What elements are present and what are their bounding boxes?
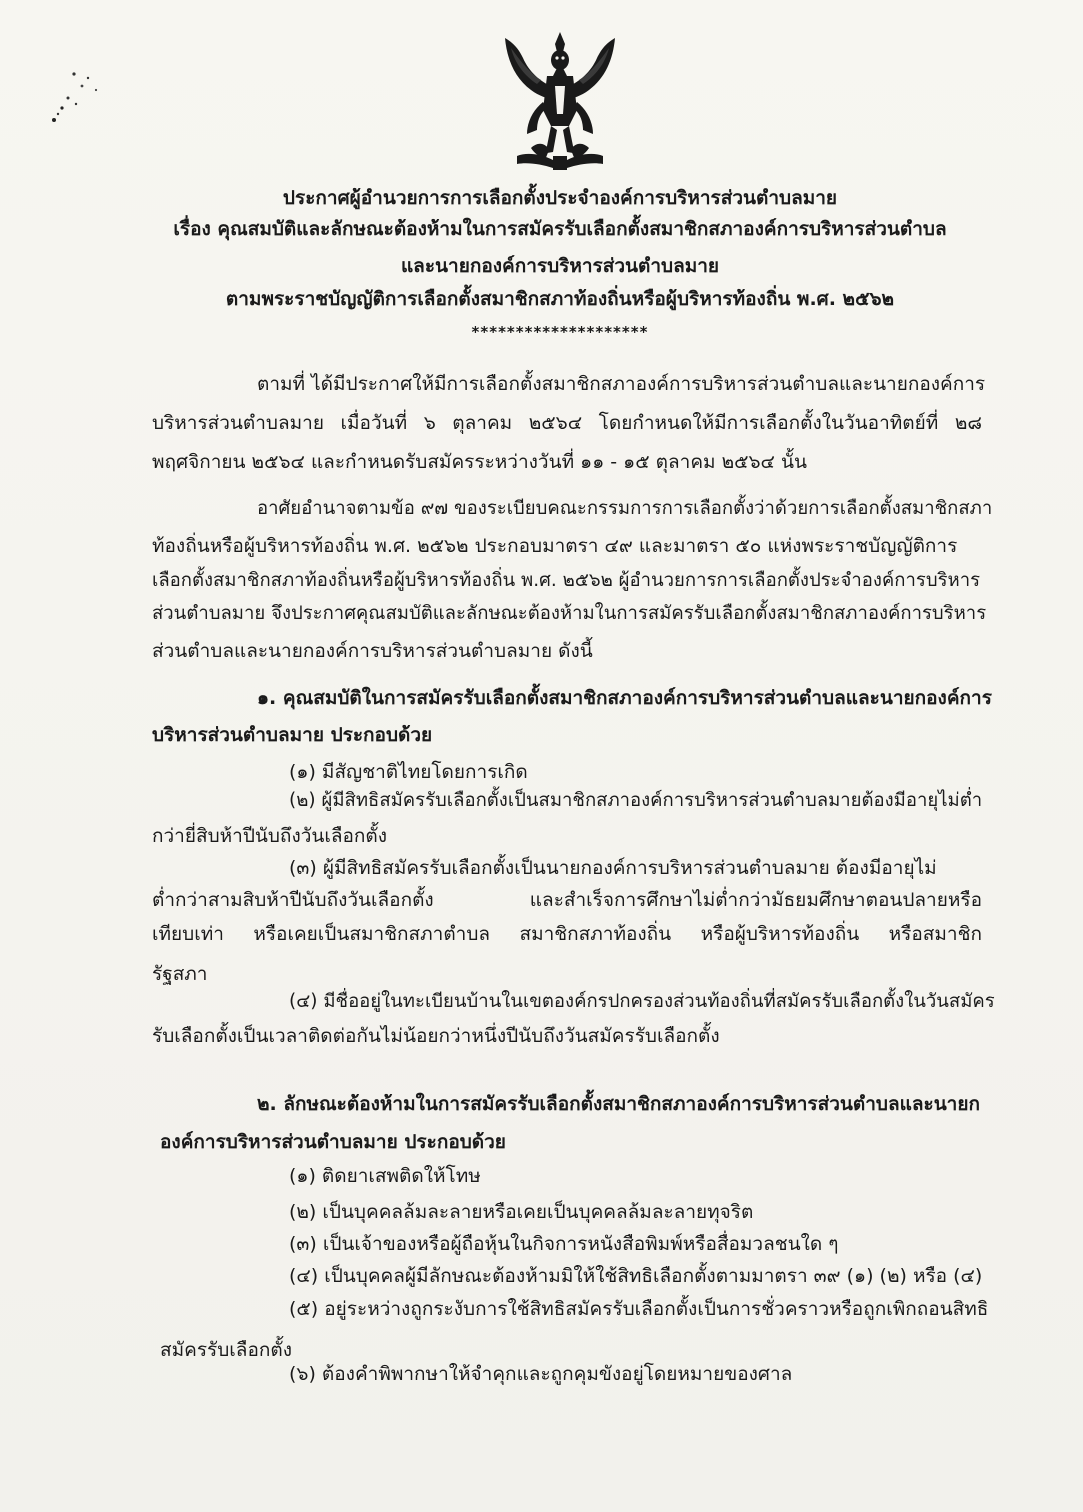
section2-item-1: (๑) ติดยาเสพติดให้โทษ: [289, 1165, 481, 1187]
section1-item-4-line-2: รับเลือกตั้งเป็นเวลาติดต่อกันไม่น้อยกว่าหนึ่งปีนับถึงวันสมัครรับเลือกตั้ง: [152, 1025, 720, 1047]
section1-heading-line-2: บริหารส่วนตำบลมาย ประกอบด้วย: [152, 724, 433, 746]
intro-line-1: ตามที่ ได้มีประกาศให้มีการเลือกตั้งสมาชิกสภาองค์การบริหารส่วนตำบลและนายกองค์การ: [257, 373, 986, 395]
section2-heading-line-2: องค์การบริหารส่วนตำบลมาย ประกอบด้วย: [160, 1131, 506, 1153]
section1-item-1: (๑) มีสัญชาติไทยโดยการเกิด: [289, 761, 528, 783]
title-separator: ********************: [471, 323, 649, 341]
section1-heading-line-1: ๑. คุณสมบัติในการสมัครรับเลือกตั้งสมาชิกสภาองค์การบริหารส่วนตำบลและนายกองค์การ: [257, 687, 992, 709]
section2-item-4: (๔) เป็นบุคคลผู้มีลักษณะต้องห้ามมิให้ใช้สิทธิเลือกตั้งตามมาตรา ๓๙ (๑) (๒) หรือ (๔): [289, 1265, 983, 1287]
authority-line-3: เลือกตั้งสมาชิกสภาท้องถิ่นหรือผู้บริหารท้องถิ่น พ.ศ. ๒๕๖๒ ผู้อำนวยการการเลือกตั้งประจำองค์การบริหาร: [152, 570, 981, 591]
section2-item-5-line-1: (๕) อยู่ระหว่างถูกระงับการใช้สิทธิสมัครรับเลือกตั้งเป็นการชั่วคราวหรือถูกเพิกถอนสิทธิ: [289, 1298, 989, 1320]
section1-item-3-line-1: (๓) ผู้มีสิทธิสมัครรับเลือกตั้งเป็นนายกองค์การบริหารส่วนตำบลมาย ต้องมีอายุไม่: [289, 857, 937, 879]
section1-item-3-line-2: ต่ำกว่าสามสิบห้าปีนับถึงวันเลือกตั้ง และสำเร็จการศึกษาไม่ต่ำกว่ามัธยมศึกษาตอนปลายหรือ: [152, 889, 982, 911]
section2-item-6: (๖) ต้องคำพิพากษาให้จำคุกและถูกคุมขังอยู่โดยหมายของศาล: [289, 1363, 793, 1385]
section1-item-4-line-1: (๔) มีชื่ออยู่ในทะเบียนบ้านในเขตองค์กรปกครองส่วนท้องถิ่นที่สมัครรับเลือกตั้งในวันสมัคร: [289, 991, 995, 1012]
section2-heading-line-1: ๒. ลักษณะต้องห้ามในการสมัครรับเลือกตั้งสมาชิกสภาองค์การบริหารส่วนตำบลและนายก: [257, 1093, 980, 1115]
authority-line-5: ส่วนตำบลและนายกองค์การบริหารส่วนตำบลมาย ดังนี้: [152, 640, 593, 662]
authority-line-1: อาศัยอำนาจตามข้อ ๙๗ ของระเบียบคณะกรรมการการเลือกตั้งว่าด้วยการเลือกตั้งสมาชิกสภา: [257, 498, 993, 519]
section2-item-2: (๒) เป็นบุคคลล้มละลายหรือเคยเป็นบุคคลล้มละลายทุจริต: [289, 1201, 754, 1223]
authority-line-4: ส่วนตำบลมาย จึงประกาศคุณสมบัติและลักษณะต้องห้ามในการสมัครรับเลือกตั้งสมาชิกสภาองค์การบริหาร: [152, 603, 987, 624]
title-line-4: ตามพระราชบัญญัติการเลือกตั้งสมาชิกสภาท้องถิ่นหรือผู้บริหารท้องถิ่น พ.ศ. ๒๕๖๒: [225, 288, 895, 310]
title-line-2: เรื่อง คุณสมบัติและลักษณะต้องห้ามในการสมัครรับเลือกตั้งสมาชิกสภาองค์การบริหารส่วนตำบล: [173, 218, 947, 240]
intro-line-3: พฤศจิกายน ๒๕๖๔ และกำหนดรับสมัครระหว่างวันที่ ๑๑ - ๑๕ ตุลาคม ๒๕๖๔ นั้น: [152, 451, 807, 473]
section2-item-3: (๓) เป็นเจ้าของหรือผู้ถือหุ้นในกิจการหนังสือพิมพ์หรือสื่อมวลชนใด ๆ: [289, 1233, 839, 1255]
intro-line-2: บริหารส่วนตำบลมาย เมื่อวันที่ ๖ ตุลาคม ๒๕๖๔ โดยกำหนดให้มีการเลือกตั้งในวันอาทิตย์ที่ ๒๘: [152, 412, 982, 434]
ink-smudge: [48, 62, 118, 132]
authority-line-2: ท้องถิ่นหรือผู้บริหารท้องถิ่น พ.ศ. ๒๕๖๒ ประกอบมาตรา ๔๙ และมาตรา ๕๐ แห่งพระราชบัญญัติการ: [152, 535, 958, 557]
section1-item-2-line-1: (๒) ผู้มีสิทธิสมัครรับเลือกตั้งเป็นสมาชิกสภาองค์การบริหารส่วนตำบลมายต้องมีอายุไม่ต่ำ: [289, 790, 983, 811]
title-line-3: และนายกองค์การบริหารส่วนตำบลมาย: [400, 255, 720, 277]
garuda-emblem-icon: [497, 30, 623, 172]
section1-item-2-line-2: กว่ายี่สิบห้าปีนับถึงวันเลือกตั้ง: [152, 825, 388, 847]
title-line-1: ประกาศผู้อำนวยการการเลือกตั้งประจำองค์การบริหารส่วนตำบลมาย: [282, 187, 838, 209]
section1-item-3-line-4: รัฐสภา: [152, 963, 208, 985]
section2-item-5-line-2: สมัครรับเลือกตั้ง: [160, 1339, 292, 1361]
section1-item-3-line-3: เทียบเท่า หรือเคยเป็นสมาชิกสภาตำบล สมาชิกสภาท้องถิ่น หรือผู้บริหารท้องถิ่น หรือสมาชิก: [152, 923, 982, 945]
